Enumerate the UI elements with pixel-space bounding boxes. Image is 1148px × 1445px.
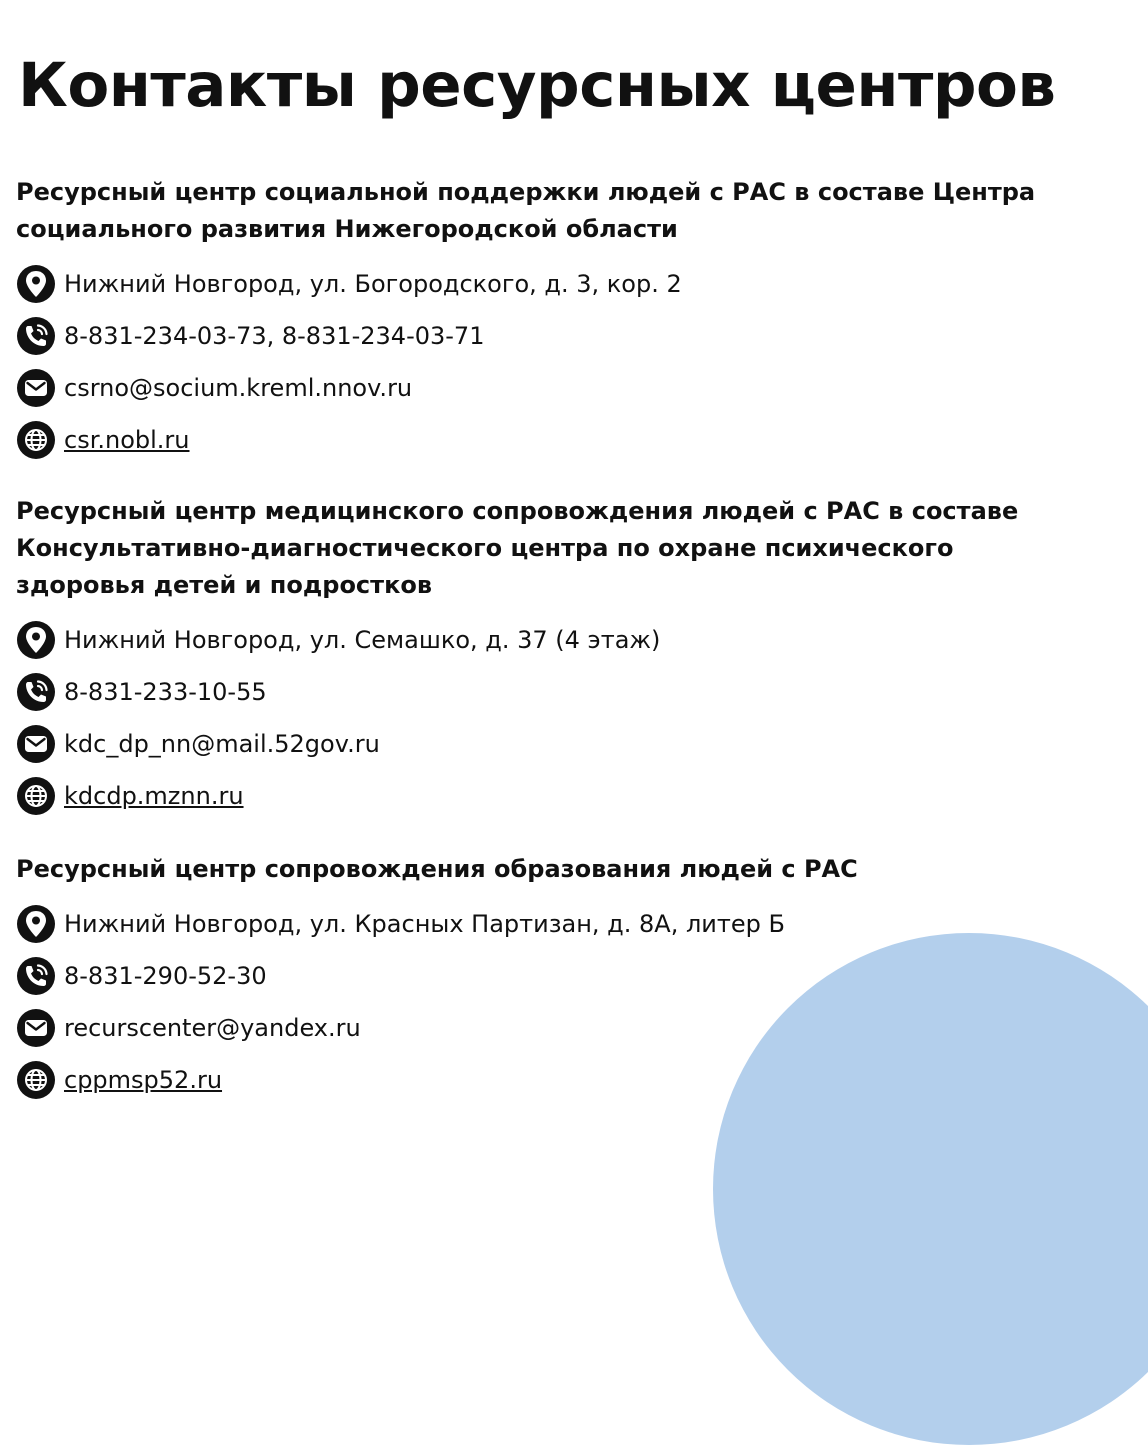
globe-icon xyxy=(16,420,56,460)
phone-row xyxy=(16,958,1088,994)
resource-center-social xyxy=(16,174,1088,458)
address-row xyxy=(16,266,1088,302)
globe-icon xyxy=(16,776,56,816)
address-row xyxy=(16,906,1088,942)
website-link[interactable]: kdcdp.mznn.ru xyxy=(64,782,244,810)
website-link[interactable]: csr.nobl.ru xyxy=(64,426,190,454)
email-text: kdc_dp_nn@mail.52gov.ru xyxy=(64,730,380,758)
phone-icon xyxy=(16,672,56,712)
website-row xyxy=(16,1062,1088,1098)
address-text: Нижний Новгород, ул. Богородского, д. 3, кор. 2 xyxy=(64,270,682,298)
email-row xyxy=(16,726,1088,762)
envelope-icon xyxy=(16,1008,56,1048)
phone-text: 8-831-233-10-55 xyxy=(64,678,267,706)
email-row xyxy=(16,370,1088,406)
address-text: Нижний Новгород, ул. Красных Партизан, д. 8А, литер Б xyxy=(64,910,785,938)
address-row xyxy=(16,622,1088,658)
address-text: Нижний Новгород, ул. Семашко, д. 37 (4 этаж) xyxy=(64,626,661,654)
phone-text: 8-831-290-52-30 xyxy=(64,962,267,990)
website-link[interactable]: cppmsp52.ru xyxy=(64,1066,223,1094)
email-row xyxy=(16,1010,1088,1046)
center-heading: Ресурсный центр социальной поддержки людей с РАС в составе Центра социального развития Нижегородской области xyxy=(16,178,1036,243)
email-text: recurscenter@yandex.ru xyxy=(64,1014,361,1042)
location-pin-icon xyxy=(16,620,56,660)
page-title: Контакты ресурсных центров xyxy=(18,50,1056,121)
envelope-icon xyxy=(16,724,56,764)
phone-row xyxy=(16,318,1088,354)
location-pin-icon xyxy=(16,264,56,304)
phone-text: 8-831-234-03-73, 8-831-234-03-71 xyxy=(64,322,485,350)
phone-row xyxy=(16,674,1088,710)
envelope-icon xyxy=(16,368,56,408)
center-heading: Ресурсный центр медицинского сопровождения людей с РАС в составе Консультативно-диагностического центра по охране психического здоровья детей и подростков xyxy=(16,497,1019,599)
email-text: csrno@socium.kreml.nnov.ru xyxy=(64,374,413,402)
location-pin-icon xyxy=(16,904,56,944)
globe-icon xyxy=(16,1060,56,1100)
website-row xyxy=(16,422,1088,458)
phone-icon xyxy=(16,956,56,996)
center-heading: Ресурсный центр сопровождения образования людей с РАС xyxy=(16,855,858,883)
resource-center-education xyxy=(16,851,1088,1098)
phone-icon xyxy=(16,316,56,356)
resource-center-medical xyxy=(16,493,1088,814)
website-row xyxy=(16,778,1088,814)
